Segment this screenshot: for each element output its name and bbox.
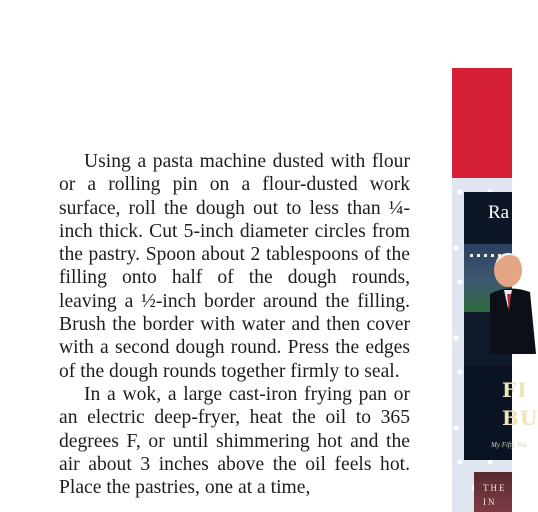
cover-header (464, 192, 512, 244)
recipe-paragraph-1: Using a pasta machine dusted with flour or a rolling pin on a flour-dusted work surface, roll the dough out to less than ¼-inch thick. Cut 5-inch diameter circles from the pastry. Spoon about 2 tablespoons of the filling onto half of the dough rounds, leaving a ½-inch border around the filling. Brush the border with water and then cover with a second dough round. Press the edges of the dough rounds together firmly to seal. (59, 151, 410, 382)
second-book-title-line-2: IN (483, 497, 497, 507)
cover-title-line-1: FI (502, 378, 528, 402)
recipe-paragraph-2: In a wok, a large cast-iron frying pan or an electric deep-fryer, heat the oil to 365 degrees F, or until shimmering hot and the air about 3 inches above the oil feels hot. Place the pastries, one at a time, (59, 383, 410, 499)
book-cover-ad[interactable] (464, 192, 538, 460)
cover-tagline: My Fifty Yea (491, 441, 527, 449)
red-banner (452, 68, 512, 178)
cover-title-line-2: BU (502, 406, 538, 430)
recipe-text (59, 150, 410, 499)
sidebar (452, 68, 538, 512)
cover-title-block (464, 366, 538, 460)
author-portrait (490, 250, 536, 354)
second-book-title-line-1: THE (483, 483, 507, 493)
second-book-cover[interactable] (474, 472, 512, 512)
cover-author-text: Ra (488, 202, 510, 223)
